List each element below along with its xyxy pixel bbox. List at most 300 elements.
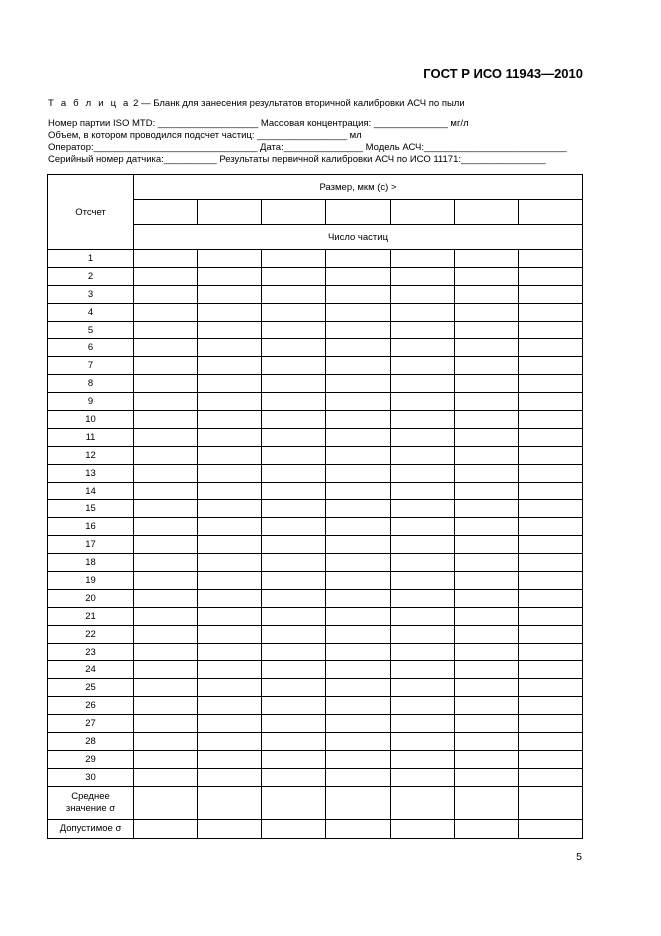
data-cell: [326, 339, 390, 357]
table-caption: [48, 98, 465, 109]
data-cell: [262, 321, 326, 339]
data-cell: [134, 625, 198, 643]
meta-line-operator: Оператор:_______________________________ Дата:_______________ Модель АСЧ:___________________________: [48, 142, 567, 153]
data-cell: [326, 733, 390, 751]
data-cell: [518, 357, 582, 375]
table-row: [48, 339, 583, 357]
data-cell: [326, 554, 390, 572]
data-cell: [518, 572, 582, 590]
data-cell: [518, 697, 582, 715]
data-cell: [390, 393, 454, 411]
data-cell: [454, 482, 518, 500]
data-cell: [390, 518, 454, 536]
data-cell: [518, 321, 582, 339]
table-row: [48, 554, 583, 572]
allowed-row: [48, 819, 583, 838]
data-cell: [454, 446, 518, 464]
data-cell: [134, 482, 198, 500]
row-number: 10: [48, 411, 134, 429]
data-cell: [326, 750, 390, 768]
row-number: 6: [48, 339, 134, 357]
data-cell: [518, 786, 582, 819]
data-cell: [262, 339, 326, 357]
data-cell: [454, 357, 518, 375]
data-cell: [198, 321, 262, 339]
data-cell: [198, 285, 262, 303]
meta-line-volume: Объем, в котором проводился подсчет частиц: _________________ мл: [48, 130, 362, 141]
table-row: [48, 572, 583, 590]
data-cell: [454, 250, 518, 268]
row-number: 12: [48, 446, 134, 464]
row-number: 19: [48, 572, 134, 590]
data-cell: [454, 697, 518, 715]
data-cell: [134, 446, 198, 464]
data-cell: [198, 572, 262, 590]
data-cell: [326, 697, 390, 715]
table-row: [48, 733, 583, 751]
data-cell: [518, 607, 582, 625]
table-row: [48, 679, 583, 697]
data-cell: [198, 786, 262, 819]
data-cell: [198, 589, 262, 607]
row-number: 25: [48, 679, 134, 697]
data-cell: [454, 768, 518, 786]
data-cell: [454, 643, 518, 661]
data-cell: [390, 607, 454, 625]
data-cell: [326, 715, 390, 733]
data-cell: [198, 446, 262, 464]
data-cell: [454, 733, 518, 751]
data-cell: [198, 464, 262, 482]
data-cell: [390, 357, 454, 375]
table-row: [48, 357, 583, 375]
data-cell: [262, 572, 326, 590]
data-cell: [518, 250, 582, 268]
table-row: [48, 267, 583, 285]
page-number: 5: [576, 851, 582, 863]
row-number: 30: [48, 768, 134, 786]
data-cell: [262, 375, 326, 393]
data-cell: [262, 697, 326, 715]
data-cell: [390, 786, 454, 819]
data-cell: [198, 750, 262, 768]
data-cell: [134, 339, 198, 357]
size-cell: [518, 200, 582, 225]
data-cell: [198, 819, 262, 838]
data-cell: [454, 411, 518, 429]
data-cell: [198, 679, 262, 697]
data-cell: [134, 572, 198, 590]
data-cell: [518, 750, 582, 768]
data-cell: [326, 679, 390, 697]
data-cell: [390, 572, 454, 590]
meta-line-batch: Номер партии ISO MTD: ___________________ Массовая концентрация: ______________ мг/л: [48, 118, 469, 129]
table-row: [48, 643, 583, 661]
row-number: 5: [48, 321, 134, 339]
row-number: 7: [48, 357, 134, 375]
table-row: [48, 768, 583, 786]
data-cell: [326, 768, 390, 786]
data-cell: [326, 607, 390, 625]
data-cell: [262, 267, 326, 285]
data-cell: [134, 768, 198, 786]
data-cell: [326, 303, 390, 321]
size-cell: [454, 200, 518, 225]
data-cell: [134, 715, 198, 733]
data-cell: [326, 786, 390, 819]
table-row: [48, 715, 583, 733]
caption-text: 2 — Бланк для занесения результатов вторичной калибровки АСЧ по пыли: [130, 98, 465, 109]
allowed-label: Допустимое σ: [48, 819, 134, 838]
data-cell: [518, 589, 582, 607]
data-cell: [262, 625, 326, 643]
size-cell: [134, 200, 198, 225]
data-cell: [518, 339, 582, 357]
data-cell: [198, 393, 262, 411]
data-cell: [390, 464, 454, 482]
data-cell: [262, 768, 326, 786]
data-cell: [198, 733, 262, 751]
data-cell: [454, 500, 518, 518]
table-row: [48, 446, 583, 464]
data-cell: [198, 715, 262, 733]
data-cell: [390, 625, 454, 643]
row-number: 23: [48, 643, 134, 661]
data-cell: [198, 357, 262, 375]
data-cell: [326, 250, 390, 268]
row-number: 3: [48, 285, 134, 303]
data-cell: [390, 500, 454, 518]
row-number: 2: [48, 267, 134, 285]
data-cell: [262, 500, 326, 518]
table-row: [48, 607, 583, 625]
data-cell: [454, 518, 518, 536]
data-cell: [134, 375, 198, 393]
data-cell: [454, 750, 518, 768]
data-cell: [134, 250, 198, 268]
data-cell: [518, 733, 582, 751]
row-number: 29: [48, 750, 134, 768]
data-cell: [390, 679, 454, 697]
row-number: 28: [48, 733, 134, 751]
data-cell: [134, 589, 198, 607]
row-number: 18: [48, 554, 134, 572]
data-cell: [454, 679, 518, 697]
table-row: [48, 536, 583, 554]
data-cell: [262, 393, 326, 411]
data-cell: [326, 819, 390, 838]
data-cell: [262, 819, 326, 838]
data-cell: [262, 750, 326, 768]
row-number: 24: [48, 661, 134, 679]
mean-label: [48, 786, 134, 819]
data-cell: [134, 267, 198, 285]
data-cell: [518, 768, 582, 786]
data-cell: [454, 428, 518, 446]
table-row: [48, 589, 583, 607]
data-cell: [134, 786, 198, 819]
data-cell: [326, 589, 390, 607]
data-cell: [390, 339, 454, 357]
table-row: [48, 303, 583, 321]
table-row: [48, 518, 583, 536]
data-cell: [326, 357, 390, 375]
data-cell: [454, 625, 518, 643]
data-cell: [134, 661, 198, 679]
data-cell: [454, 554, 518, 572]
data-cell: [262, 250, 326, 268]
data-cell: [134, 819, 198, 838]
data-cell: [198, 554, 262, 572]
data-cell: [518, 518, 582, 536]
caption-label: Т а б л и ц а: [48, 98, 131, 109]
data-cell: [262, 607, 326, 625]
data-cell: [326, 500, 390, 518]
data-cell: [198, 643, 262, 661]
data-cell: [262, 554, 326, 572]
data-cell: [454, 786, 518, 819]
meta-line-sensor: Серийный номер датчика:__________ Результаты первичной калибровки АСЧ по ИСО 11171:________________: [48, 154, 546, 165]
data-cell: [134, 643, 198, 661]
table-row: [48, 750, 583, 768]
data-cell: [454, 464, 518, 482]
row-number: 17: [48, 536, 134, 554]
data-cell: [454, 375, 518, 393]
row-number: 1: [48, 250, 134, 268]
table-row: [48, 428, 583, 446]
table-row: [48, 625, 583, 643]
table-row: [48, 250, 583, 268]
data-cell: [390, 661, 454, 679]
row-number: 11: [48, 428, 134, 446]
data-cell: [198, 250, 262, 268]
table-row: [48, 697, 583, 715]
data-cell: [134, 500, 198, 518]
data-cell: [262, 679, 326, 697]
table-row: [48, 661, 583, 679]
data-cell: [134, 679, 198, 697]
data-cell: [326, 572, 390, 590]
table-row: [48, 464, 583, 482]
data-cell: [262, 518, 326, 536]
data-cell: [134, 464, 198, 482]
data-cell: [262, 589, 326, 607]
data-cell: [198, 267, 262, 285]
size-cell: [326, 200, 390, 225]
data-cell: [518, 819, 582, 838]
data-cell: [518, 446, 582, 464]
data-cell: [518, 464, 582, 482]
count-header: Отсчет: [48, 175, 134, 250]
data-cell: [390, 428, 454, 446]
table-row: [48, 500, 583, 518]
data-cell: [390, 321, 454, 339]
mean-label-line1: Среднее: [71, 790, 110, 802]
data-cell: [518, 643, 582, 661]
data-cell: [134, 536, 198, 554]
data-cell: [518, 285, 582, 303]
data-cell: [326, 482, 390, 500]
data-cell: [390, 375, 454, 393]
row-number: 4: [48, 303, 134, 321]
data-cell: [326, 267, 390, 285]
mean-label-line2: значение σ: [65, 802, 116, 814]
data-cell: [134, 411, 198, 429]
size-cell: [198, 200, 262, 225]
data-cell: [390, 697, 454, 715]
data-cell: [134, 285, 198, 303]
data-cell: [262, 446, 326, 464]
data-cell: [198, 536, 262, 554]
data-cell: [518, 393, 582, 411]
data-cell: [390, 554, 454, 572]
data-cell: [262, 661, 326, 679]
data-cell: [134, 607, 198, 625]
data-cell: [518, 411, 582, 429]
data-cell: [326, 375, 390, 393]
data-cell: [390, 250, 454, 268]
data-cell: [390, 715, 454, 733]
data-cell: [326, 661, 390, 679]
data-cell: [518, 715, 582, 733]
data-cell: [390, 750, 454, 768]
data-cell: [198, 411, 262, 429]
row-number: 21: [48, 607, 134, 625]
table-row: [48, 411, 583, 429]
row-number: 16: [48, 518, 134, 536]
data-cell: [262, 428, 326, 446]
data-cell: [198, 428, 262, 446]
row-number: 14: [48, 482, 134, 500]
data-cell: [134, 428, 198, 446]
data-cell: [134, 393, 198, 411]
data-cell: [262, 536, 326, 554]
data-cell: [134, 733, 198, 751]
data-cell: [134, 321, 198, 339]
mean-row: [48, 786, 583, 819]
data-cell: [454, 661, 518, 679]
data-cell: [518, 375, 582, 393]
data-cell: [262, 733, 326, 751]
data-cell: [390, 303, 454, 321]
data-cell: [198, 518, 262, 536]
data-cell: [326, 428, 390, 446]
row-number: 13: [48, 464, 134, 482]
data-cell: [326, 643, 390, 661]
row-number: 15: [48, 500, 134, 518]
row-number: 20: [48, 589, 134, 607]
data-cell: [390, 446, 454, 464]
data-cell: [262, 464, 326, 482]
data-cell: [454, 393, 518, 411]
data-cell: [390, 482, 454, 500]
data-cell: [134, 303, 198, 321]
row-number: 26: [48, 697, 134, 715]
particles-header: Число частиц: [134, 225, 583, 250]
document-code: ГОСТ Р ИСО 11943—2010: [423, 66, 583, 81]
row-number: 27: [48, 715, 134, 733]
data-cell: [390, 285, 454, 303]
data-cell: [198, 661, 262, 679]
table-row: [48, 285, 583, 303]
data-cell: [262, 482, 326, 500]
data-cell: [454, 267, 518, 285]
table-row: [48, 482, 583, 500]
data-cell: [390, 267, 454, 285]
data-cell: [518, 482, 582, 500]
data-cell: [326, 446, 390, 464]
data-cell: [518, 661, 582, 679]
size-cell: [390, 200, 454, 225]
data-cell: [326, 321, 390, 339]
data-cell: [262, 786, 326, 819]
data-cell: [454, 589, 518, 607]
row-number: 8: [48, 375, 134, 393]
data-cell: [198, 625, 262, 643]
data-cell: [198, 375, 262, 393]
data-cell: [326, 536, 390, 554]
data-cell: [454, 536, 518, 554]
data-cell: [518, 625, 582, 643]
data-cell: [262, 411, 326, 429]
calibration-table: [47, 174, 583, 839]
data-cell: [262, 285, 326, 303]
data-cell: [518, 428, 582, 446]
data-cell: [326, 393, 390, 411]
row-number: 22: [48, 625, 134, 643]
size-cell: [262, 200, 326, 225]
table-row: [48, 321, 583, 339]
data-cell: [326, 464, 390, 482]
data-cell: [134, 518, 198, 536]
table-row: [48, 393, 583, 411]
data-cell: [262, 357, 326, 375]
data-cell: [326, 411, 390, 429]
data-cell: [262, 715, 326, 733]
size-header: Размер, мкм (c) >: [134, 175, 583, 200]
data-cell: [262, 643, 326, 661]
data-cell: [198, 607, 262, 625]
data-cell: [134, 357, 198, 375]
data-cell: [198, 500, 262, 518]
data-cell: [198, 768, 262, 786]
data-cell: [390, 768, 454, 786]
data-cell: [390, 536, 454, 554]
row-number: 9: [48, 393, 134, 411]
data-cell: [390, 643, 454, 661]
data-cell: [390, 411, 454, 429]
data-cell: [198, 482, 262, 500]
data-cell: [454, 572, 518, 590]
data-cell: [198, 303, 262, 321]
data-cell: [454, 339, 518, 357]
data-cell: [518, 554, 582, 572]
data-cell: [518, 500, 582, 518]
data-cell: [454, 321, 518, 339]
data-cell: [454, 607, 518, 625]
data-cell: [518, 267, 582, 285]
data-cell: [134, 554, 198, 572]
data-cell: [454, 285, 518, 303]
data-cell: [326, 625, 390, 643]
data-cell: [454, 819, 518, 838]
data-cell: [518, 303, 582, 321]
data-cell: [518, 679, 582, 697]
data-cell: [390, 819, 454, 838]
data-cell: [262, 303, 326, 321]
data-cell: [454, 303, 518, 321]
data-cell: [390, 733, 454, 751]
